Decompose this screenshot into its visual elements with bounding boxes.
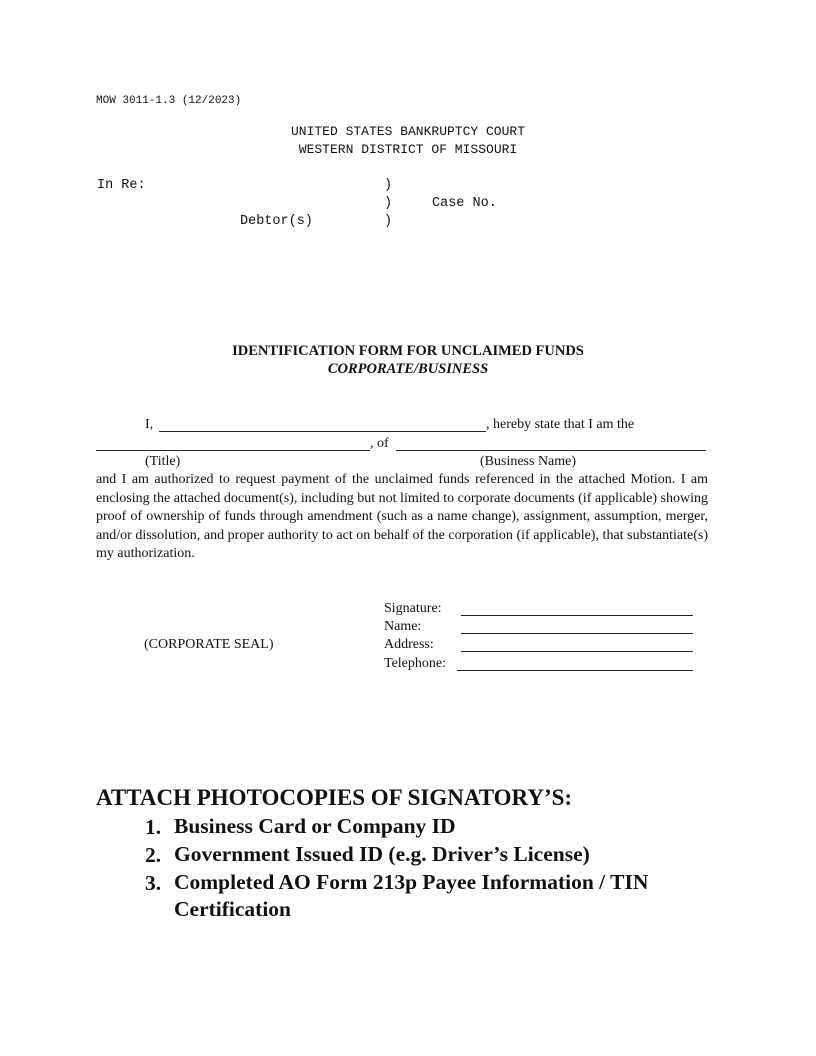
telephone-line[interactable] <box>457 670 693 671</box>
attachment-item-continued: Certification <box>174 897 292 921</box>
address-line[interactable] <box>461 651 693 652</box>
caption-paren: ) <box>384 196 393 211</box>
statement-of: , of <box>370 436 389 451</box>
authorization-paragraph: and I am authorized to request payment of the unclaimed funds referenced in the attached Motion. I am enclosing the attached document(s), including but not limited to corporate documents (if applicable) showing proof of ownership of funds through amendment (such as a name change), assignment, assumption, merger, and/or dissolution, and proper authority to act on behalf of the corporation (if applicable), that substantiate(s) my authorization. <box>96 472 708 561</box>
case-number-label: Case No. <box>432 196 497 211</box>
court-district: WESTERN DISTRICT OF MISSOURI <box>298 142 518 157</box>
title-label: (Title) <box>145 454 181 469</box>
attachment-item: Completed AO Form 213p Payee Information / TIN <box>174 870 649 894</box>
attachments-heading: ATTACH PHOTOCOPIES OF SIGNATORY’S: <box>96 785 573 810</box>
caption-paren: ) <box>384 178 393 193</box>
statement-hereby: , hereby state that I am the <box>486 417 635 432</box>
business-name-line[interactable] <box>396 450 706 451</box>
name-line[interactable] <box>159 431 486 432</box>
signature-label: Signature: <box>384 601 442 616</box>
debtor-label: Debtor(s) <box>240 214 313 229</box>
name-field-line[interactable] <box>461 633 693 634</box>
telephone-label: Telephone: <box>384 656 446 671</box>
form-title: IDENTIFICATION FORM FOR UNCLAIMED FUNDS <box>232 343 584 359</box>
statement-i: I, <box>145 417 154 432</box>
caption-paren: ) <box>384 214 393 229</box>
in-re-label: In Re: <box>97 178 146 193</box>
name-label: Name: <box>384 619 422 634</box>
form-subtitle: CORPORATE/BUSINESS <box>327 361 489 377</box>
attachment-item: Government Issued ID (e.g. Driver’s License) <box>174 842 590 866</box>
court-name: UNITED STATES BANKRUPTCY COURT <box>290 124 526 139</box>
signature-line[interactable] <box>461 615 693 616</box>
address-label: Address: <box>384 637 434 652</box>
attachment-number: 3. <box>145 871 162 895</box>
corporate-seal: (CORPORATE SEAL) <box>144 637 274 652</box>
attachment-number: 1. <box>145 815 162 839</box>
title-line[interactable] <box>96 450 370 451</box>
attachment-item: Business Card or Company ID <box>174 814 456 838</box>
business-name-label: (Business Name) <box>480 454 577 469</box>
attachment-number: 2. <box>145 843 162 867</box>
form-number: MOW 3011-1.3 (12/2023) <box>96 95 242 107</box>
